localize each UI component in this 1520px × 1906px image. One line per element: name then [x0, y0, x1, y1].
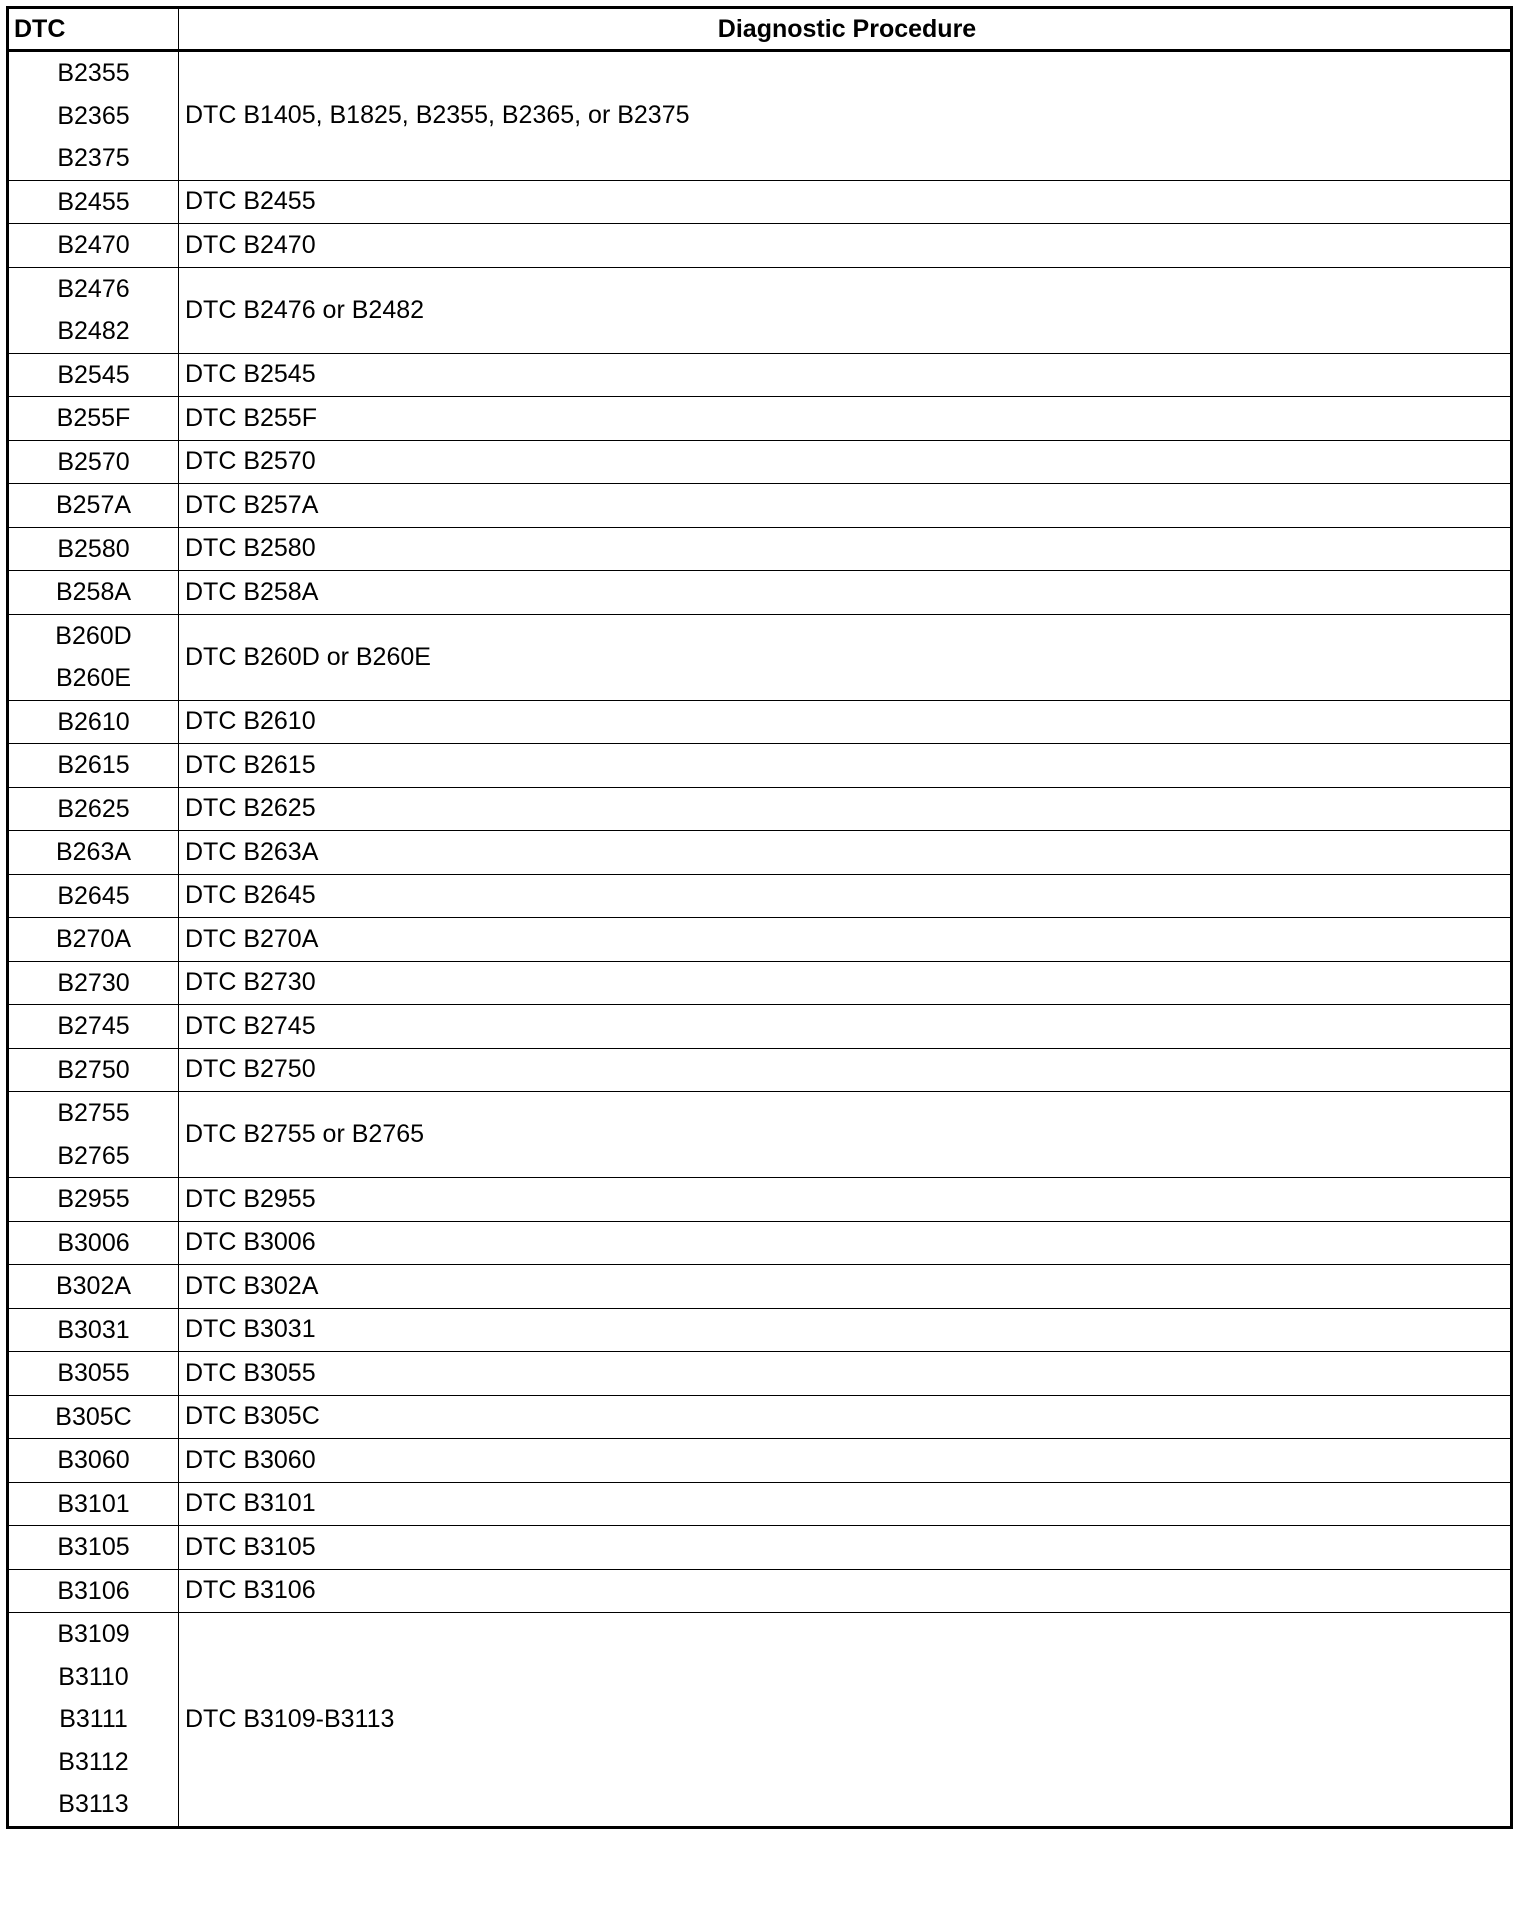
table-row — [8, 1265, 1512, 1309]
header-dtc: DTC — [8, 8, 179, 51]
table-row — [8, 440, 1512, 484]
table-row — [8, 267, 1512, 353]
table-row — [8, 1352, 1512, 1396]
dtc-code: B3111 — [59, 1705, 128, 1733]
dtc-code-cell — [8, 831, 179, 875]
table-row — [8, 831, 1512, 875]
dtc-code: B2570 — [57, 447, 130, 476]
dtc-code: B258A — [55, 578, 132, 606]
dtc-code-cell — [8, 1092, 179, 1178]
dtc-code-cell — [8, 1482, 179, 1526]
dtc-code-cell — [8, 1048, 179, 1092]
dtc-code: B2375 — [57, 144, 130, 172]
diagnostic-procedure-link[interactable]: DTC B3106 — [179, 1569, 1512, 1613]
dtc-table — [6, 6, 1513, 1829]
table-row — [8, 1439, 1512, 1483]
dtc-code-cell — [8, 180, 179, 224]
diagnostic-procedure-link[interactable]: DTC B2955 — [179, 1178, 1512, 1222]
dtc-code: B263A — [55, 838, 132, 866]
table-row — [8, 51, 1512, 181]
table-row — [8, 1221, 1512, 1265]
table-row — [8, 180, 1512, 224]
diagnostic-procedure-link[interactable]: DTC B257A — [179, 484, 1512, 528]
diagnostic-procedure-link[interactable]: DTC B3109-B3113 — [179, 1613, 1512, 1828]
header-diagnostic-procedure: Diagnostic Procedure — [179, 8, 1512, 51]
table-row — [8, 700, 1512, 744]
table-row — [8, 961, 1512, 1005]
dtc-code: B3105 — [57, 1533, 130, 1561]
diagnostic-procedure-link[interactable]: DTC B2750 — [179, 1048, 1512, 1092]
table-body — [8, 51, 1512, 1828]
diagnostic-procedure-link[interactable]: DTC B260D or B260E — [179, 614, 1512, 700]
diagnostic-procedure-link[interactable]: DTC B2470 — [179, 224, 1512, 268]
dtc-code: B302A — [55, 1272, 132, 1300]
dtc-code: B3110 — [58, 1662, 129, 1691]
diagnostic-procedure-link[interactable]: DTC B3055 — [179, 1352, 1512, 1396]
diagnostic-procedure-link[interactable]: DTC B270A — [179, 918, 1512, 962]
diagnostic-procedure-link[interactable]: DTC B3105 — [179, 1526, 1512, 1570]
dtc-code: B2615 — [57, 751, 130, 779]
diagnostic-procedure-link[interactable]: DTC B263A — [179, 831, 1512, 875]
dtc-code: B3112 — [58, 1747, 129, 1776]
table-row — [8, 1048, 1512, 1092]
dtc-code-cell — [8, 918, 179, 962]
dtc-code: B3106 — [57, 1576, 130, 1605]
table-row — [8, 1308, 1512, 1352]
dtc-code: B2455 — [57, 187, 130, 216]
dtc-code-cell — [8, 744, 179, 788]
dtc-code-cell — [8, 440, 179, 484]
dtc-code: B2355 — [57, 59, 130, 87]
table-row — [8, 527, 1512, 571]
dtc-code-cell — [8, 1352, 179, 1396]
dtc-code: B305C — [55, 1402, 132, 1431]
dtc-code: B257A — [55, 491, 132, 519]
dtc-code-cell — [8, 787, 179, 831]
table-row — [8, 224, 1512, 268]
table-row — [8, 484, 1512, 528]
diagnostic-procedure-link[interactable]: DTC B3006 — [179, 1221, 1512, 1265]
diagnostic-procedure-link[interactable]: DTC B258A — [179, 571, 1512, 615]
diagnostic-procedure-link[interactable]: DTC B2570 — [179, 440, 1512, 484]
dtc-code: B260E — [55, 664, 132, 692]
table-row — [8, 1005, 1512, 1049]
diagnostic-procedure-link[interactable]: DTC B3060 — [179, 1439, 1512, 1483]
dtc-code: B2482 — [57, 317, 130, 345]
diagnostic-procedure-link[interactable]: DTC B2615 — [179, 744, 1512, 788]
dtc-code-cell — [8, 961, 179, 1005]
dtc-code: B3006 — [57, 1228, 130, 1257]
dtc-code-cell — [8, 527, 179, 571]
dtc-code: B3031 — [57, 1315, 130, 1344]
table-row — [8, 1178, 1512, 1222]
table-row — [8, 874, 1512, 918]
dtc-code-cell — [8, 267, 179, 353]
dtc-code-cell — [8, 571, 179, 615]
table-row — [8, 1613, 1512, 1828]
table-row — [8, 614, 1512, 700]
dtc-code-cell — [8, 397, 179, 441]
dtc-code: B3109 — [57, 1620, 130, 1648]
diagnostic-procedure-link[interactable]: DTC B3031 — [179, 1308, 1512, 1352]
dtc-code: B2730 — [57, 968, 130, 997]
dtc-code-cell — [8, 1221, 179, 1265]
dtc-code: B2580 — [57, 534, 130, 563]
dtc-code: B2610 — [57, 707, 130, 736]
table-row — [8, 1526, 1512, 1570]
dtc-code: B2476 — [57, 274, 130, 303]
dtc-code: B3060 — [57, 1446, 130, 1474]
dtc-code: B3113 — [58, 1790, 129, 1818]
dtc-code-cell — [8, 353, 179, 397]
dtc-code: B255F — [56, 404, 131, 432]
dtc-code-cell — [8, 1005, 179, 1049]
diagnostic-procedure-link[interactable]: DTC B2730 — [179, 961, 1512, 1005]
dtc-code-cell — [8, 1526, 179, 1570]
dtc-code: B260D — [55, 621, 132, 650]
dtc-code-cell — [8, 51, 179, 181]
diagnostic-procedure-link[interactable]: DTC B2755 or B2765 — [179, 1092, 1512, 1178]
diagnostic-procedure-link[interactable]: DTC B2625 — [179, 787, 1512, 831]
dtc-code-cell — [8, 1613, 179, 1828]
dtc-code: B2750 — [57, 1055, 130, 1084]
dtc-code-cell — [8, 1395, 179, 1439]
dtc-code-cell — [8, 1439, 179, 1483]
table-row — [8, 353, 1512, 397]
table-row — [8, 787, 1512, 831]
diagnostic-procedure-link[interactable]: DTC B2455 — [179, 180, 1512, 224]
dtc-code: B3055 — [57, 1359, 130, 1387]
dtc-code: B270A — [55, 925, 132, 953]
dtc-code: B2765 — [57, 1141, 130, 1170]
table-row — [8, 1482, 1512, 1526]
dtc-code-cell — [8, 874, 179, 918]
dtc-code: B2545 — [57, 360, 130, 389]
diagnostic-procedure-link[interactable]: DTC B255F — [179, 397, 1512, 441]
table-row — [8, 1569, 1512, 1613]
dtc-code-cell — [8, 700, 179, 744]
dtc-code-cell — [8, 1178, 179, 1222]
table-row — [8, 1092, 1512, 1178]
diagnostic-procedure-link[interactable]: DTC B2745 — [179, 1005, 1512, 1049]
diagnostic-procedure-link[interactable]: DTC B2645 — [179, 874, 1512, 918]
table-row — [8, 397, 1512, 441]
dtc-code-cell — [8, 1308, 179, 1352]
table-row — [8, 918, 1512, 962]
dtc-code: B2745 — [57, 1012, 130, 1040]
diagnostic-procedure-link[interactable]: DTC B2610 — [179, 700, 1512, 744]
dtc-code-cell — [8, 1265, 179, 1309]
dtc-code: B2470 — [57, 231, 130, 259]
dtc-code-cell — [8, 224, 179, 268]
dtc-code: B2645 — [57, 881, 130, 910]
dtc-code-cell — [8, 1569, 179, 1613]
diagnostic-procedure-link[interactable]: DTC B302A — [179, 1265, 1512, 1309]
dtc-code: B3101 — [57, 1489, 130, 1518]
diagnostic-procedure-link[interactable]: DTC B2545 — [179, 353, 1512, 397]
dtc-code-cell — [8, 614, 179, 700]
diagnostic-procedure-link[interactable]: DTC B2476 or B2482 — [179, 267, 1512, 353]
table-row — [8, 744, 1512, 788]
diagnostic-procedure-link[interactable]: DTC B305C — [179, 1395, 1512, 1439]
diagnostic-procedure-link[interactable]: DTC B1405, B1825, B2355, B2365, or B2375 — [179, 51, 1512, 181]
dtc-code: B2755 — [57, 1099, 130, 1127]
dtc-code-cell — [8, 484, 179, 528]
table-row — [8, 1395, 1512, 1439]
dtc-code: B2955 — [57, 1185, 130, 1213]
diagnostic-procedure-link[interactable]: DTC B2580 — [179, 527, 1512, 571]
table-header-row — [8, 8, 1512, 51]
dtc-code: B2365 — [57, 101, 130, 130]
diagnostic-procedure-link[interactable]: DTC B3101 — [179, 1482, 1512, 1526]
dtc-code: B2625 — [57, 794, 130, 823]
table-row — [8, 571, 1512, 615]
